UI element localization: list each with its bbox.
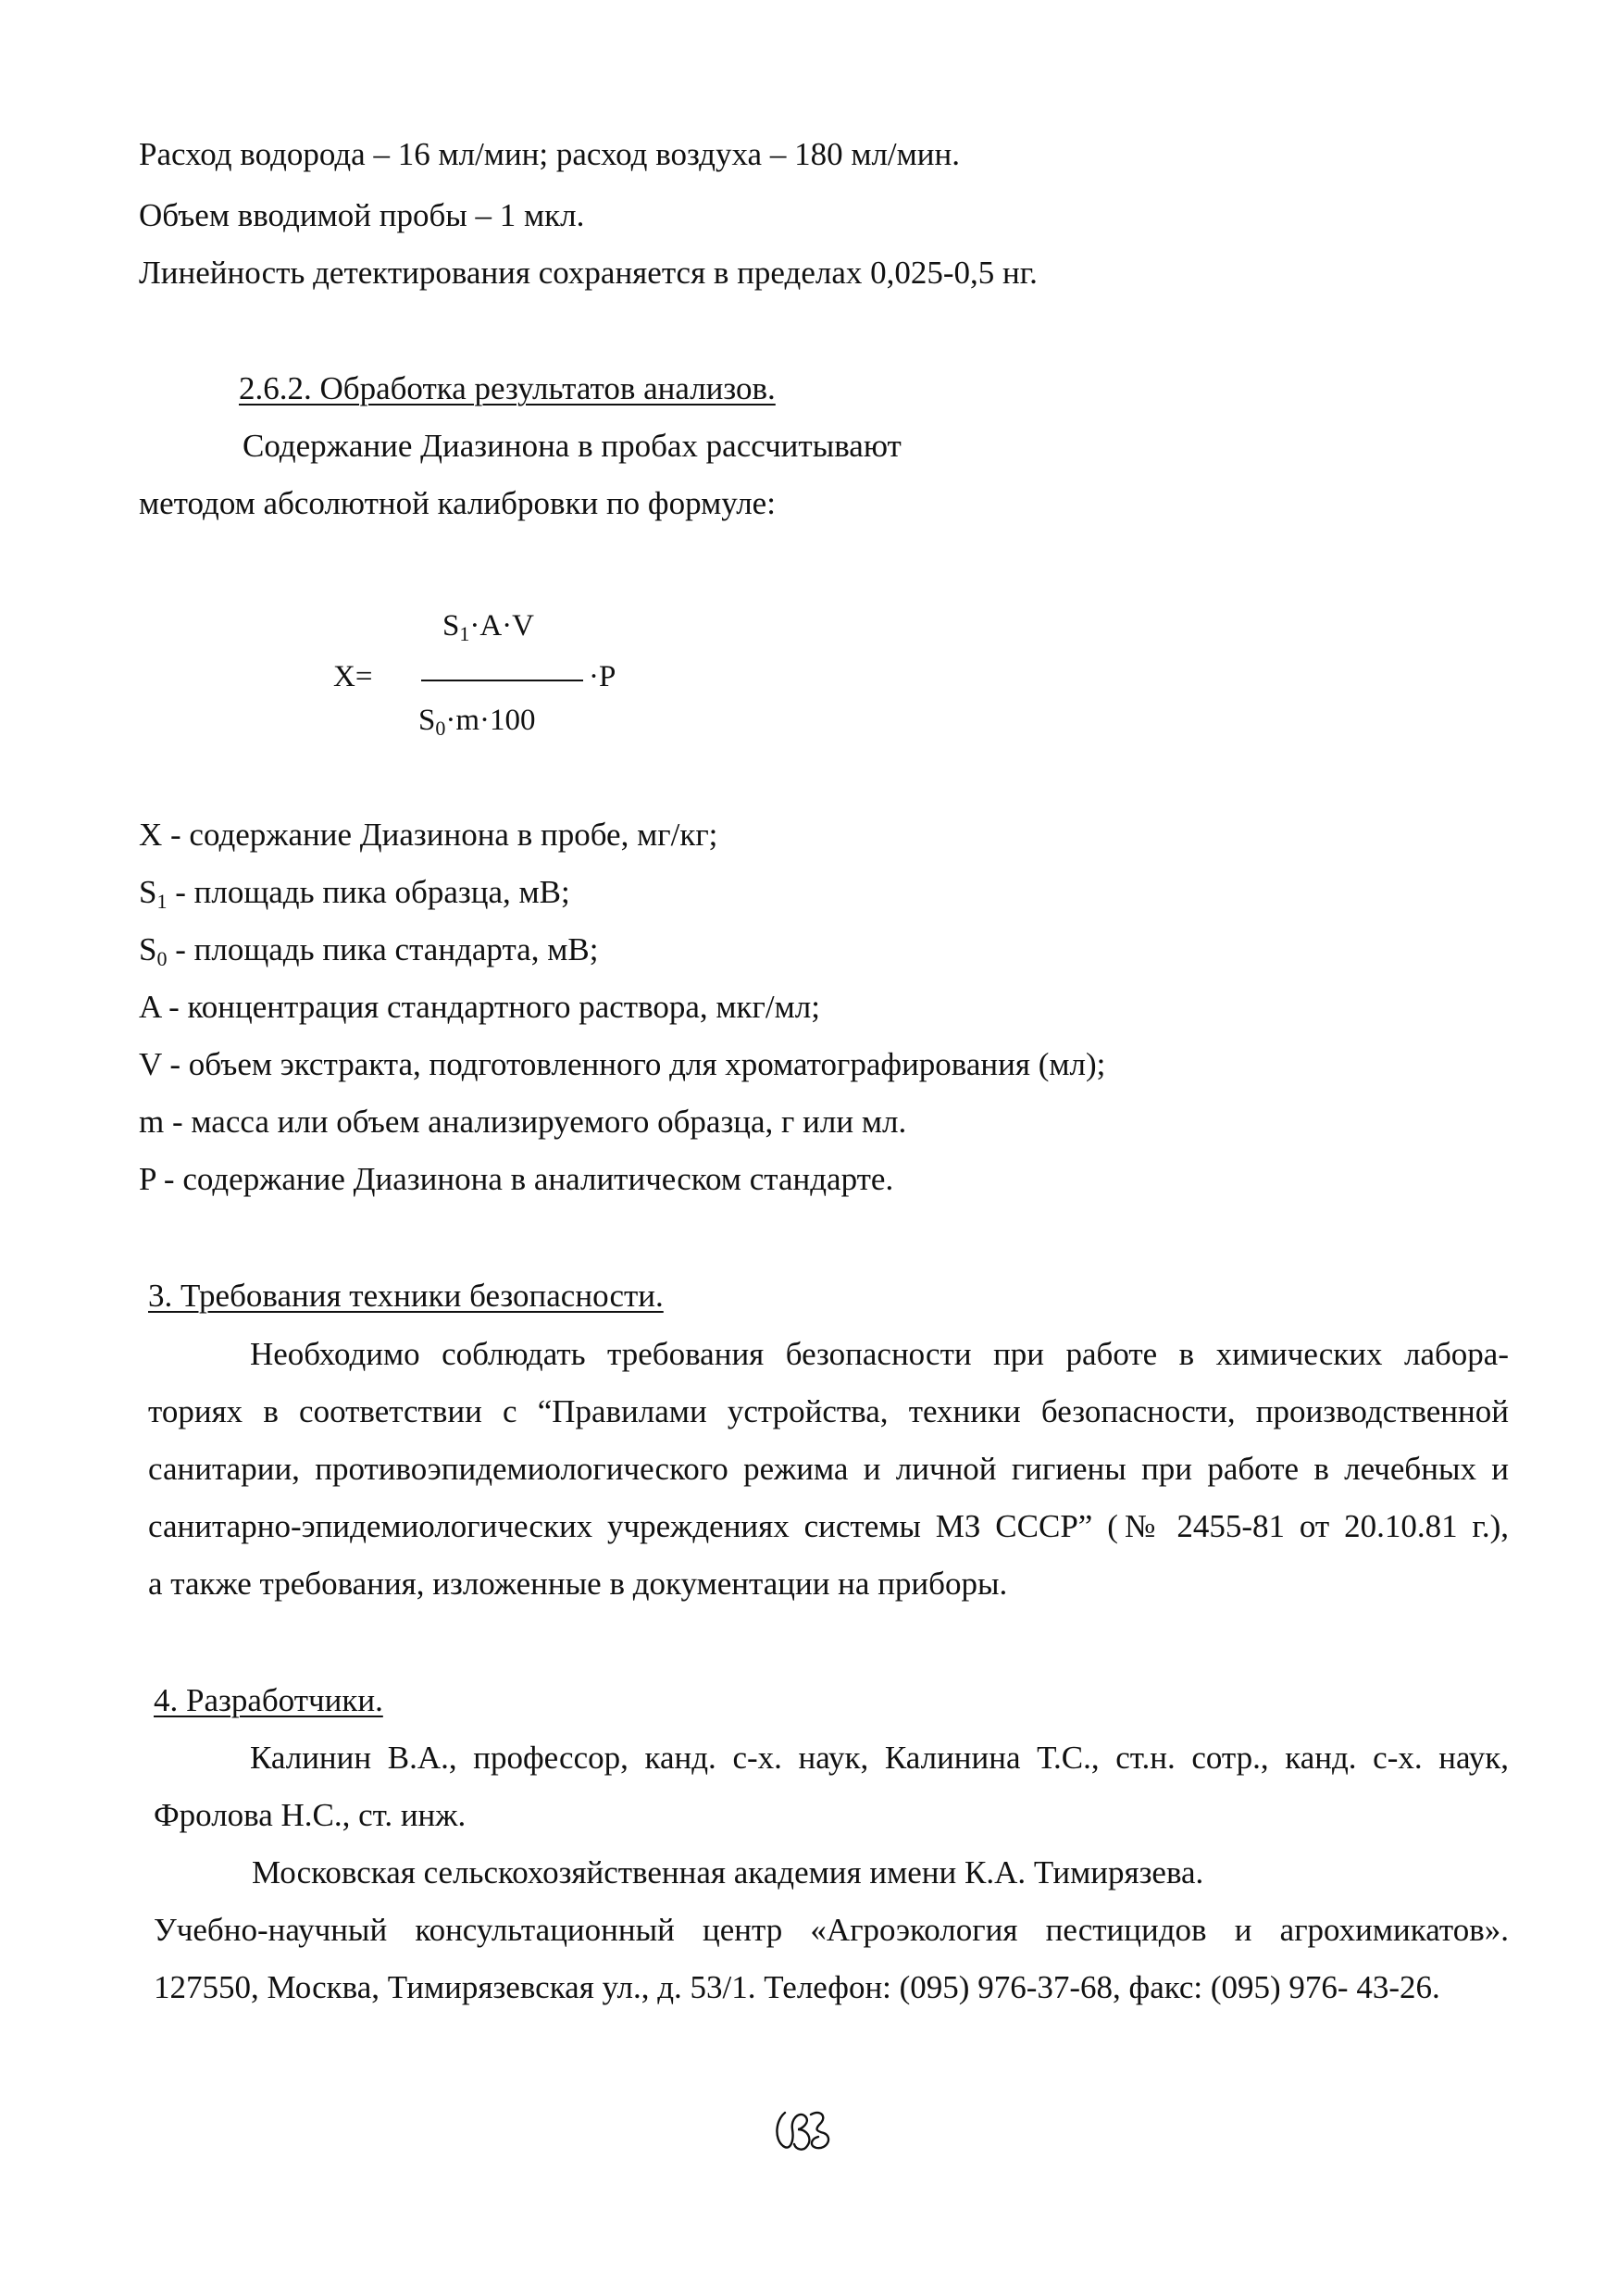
formula-fraction-bar [421, 680, 583, 681]
definition-v [139, 1046, 1105, 1083]
formula-den-sub: 0 [435, 717, 446, 740]
intro-line-3: Линейность детектирования сохраняется в пределах 0,025-0,5 нг. [139, 255, 1038, 291]
formula-num-rest: ·A·V [469, 609, 535, 643]
formula-den-s: S [418, 704, 436, 737]
section-4-line-2: Фролова Н.С., ст. инж. [154, 1797, 467, 1833]
section-3-line-4: санитарно-эпидемиологических учреждениях системы МЗ СССР” (№ 2455-81 от 20.10.81 г.), [148, 1508, 1509, 1544]
intro-line-2: Объем вводимой пробы – 1 мкл. [139, 197, 585, 233]
definition-symbol: X [139, 817, 163, 853]
intro-line-1: Расход водорода – 16 мл/мин; расход воздуха – 180 мл/мин. [139, 136, 961, 172]
section-3-line-2: ториях в соответствии с “Правилами устройства, техники безопасности, производственной [148, 1393, 1509, 1429]
definition-text: - площадь пика стандарта, мВ; [167, 931, 599, 967]
formula-denominator [418, 704, 536, 738]
section-3-line-3: санитарии, противоэпидемиологического режима и личной гигиены при работе в лечебных и [148, 1451, 1509, 1487]
definition-text: - концентрация стандартного раствора, мкг/мл; [160, 989, 820, 1025]
section-3-line-5: а также требования, изложенные в документации на приборы. [148, 1566, 1008, 1602]
definition-s0 [139, 931, 598, 972]
formula-den-rest: ·m·100 [445, 704, 536, 737]
section-3-heading: 3. Требования техники безопасности. [148, 1278, 664, 1314]
formula-numerator [442, 609, 534, 643]
definition-s1 [139, 874, 570, 915]
definition-m [139, 1104, 906, 1141]
section-4-heading: 4. Разработчики. [154, 1682, 383, 1718]
definition-a [139, 989, 820, 1026]
section-4-line-1: Калинин В.А., профессор, канд. с-х. наук, Калинина Т.С., ст.н. сотр., канд. с-х. наук, [250, 1740, 1509, 1776]
formula-num-sub: 1 [459, 622, 470, 645]
section-4-line-4: Учебно-научный консультационный центр «Агроэкология пестицидов и агрохимикатов». [154, 1912, 1509, 1948]
definition-p [139, 1161, 893, 1198]
definition-text: - объем экстракта, подготовленного для хроматографирования (мл); [161, 1046, 1106, 1082]
section-3-line-1: Необходимо соблюдать требования безопасности при работе в химических лабора- [250, 1336, 1509, 1372]
definition-symbol: S [139, 874, 157, 910]
definition-text: - содержание Диазинона в аналитическом стандарте. [156, 1161, 894, 1197]
definition-text: - содержание Диазинона в пробе, мг/кг; [162, 817, 718, 853]
definition-symbol: A [139, 989, 161, 1025]
definition-symbol: P [139, 1161, 156, 1197]
definition-symbol: m [139, 1104, 165, 1140]
formula-num-s: S [442, 609, 460, 643]
definition-text: - площадь пика образца, мВ; [167, 874, 570, 910]
definition-x [139, 817, 717, 854]
section-4-line-3: Московская сельскохозяйственная академия имени К.А. Тимирязева. [252, 1854, 1204, 1890]
section-262-paragraph-1: Содержание Диазинона в пробах рассчитывают [243, 428, 902, 464]
definition-subscript: 0 [156, 947, 168, 970]
section-4-line-5: 127550, Москва, Тимирязевская ул., д. 53/1. Телефон: (095) 976-37-68, факс: (095) 976- 43-26. [154, 1969, 1440, 2005]
definition-subscript: 1 [156, 890, 168, 913]
definition-symbol: S [139, 931, 157, 967]
formula-lhs: X= [333, 660, 373, 693]
section-262-paragraph-2: методом абсолютной калибровки по формуле: [139, 485, 776, 521]
calibration-formula [333, 593, 666, 759]
handwritten-page-number-icon [766, 2102, 840, 2157]
formula-multiplier: ·P [589, 660, 616, 693]
definition-text: - масса или объем анализируемого образца, г или мл. [164, 1104, 907, 1140]
definition-symbol: V [139, 1046, 162, 1082]
section-262-heading: 2.6.2. Обработка результатов анализов. [239, 370, 776, 406]
